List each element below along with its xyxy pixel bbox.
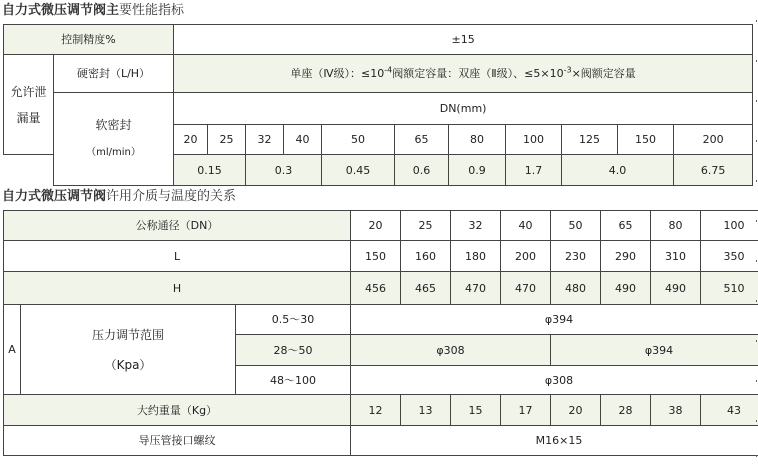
control-accuracy-label: 控制精度% [4,25,174,55]
h-cell: 470 [451,272,501,305]
l-cell: 160 [401,241,451,272]
soft-seal-label-line1: 软密封 [95,118,132,132]
weight-cell: 43 [701,395,758,426]
soft-seal-label-line2: （ml/min） [86,147,141,158]
weight-cell: 20 [551,395,601,426]
dn-cell: 125 [562,125,618,155]
section2-title-bold: 自力式微压调节阀 [2,189,107,204]
leak-cell: 0.15 [174,155,246,186]
section1-title-bold: 自力式微压调节阀主 [2,3,120,18]
hard-seal-text-1: 单座（Ⅳ级）：≤10 [290,67,385,80]
allowed-leakage-label-line2: 漏量 [16,110,41,125]
thread-value: M16×15 [351,426,758,456]
allowed-leakage-label-line1: 允许泄 [10,84,47,99]
h-cell: 480 [551,272,601,305]
dn-cell: 80 [449,125,506,155]
leak-cell: 0.9 [449,155,506,186]
range-3-label: 48～100 [236,366,351,395]
h-cell: 456 [351,272,401,305]
section2-title-rest: 许用介质与温度的关系 [106,189,237,204]
weight-cell: 17 [501,395,551,426]
dn-header: DN(mm) [174,93,753,125]
leak-cell: 4.0 [562,155,674,186]
dn-cell: 20 [174,125,208,155]
hard-seal-text-2: 阀额定容量：双座（Ⅱ级）、≤5×10 [392,67,564,80]
range-2-label: 28～50 [236,335,351,366]
dn-cell: 25 [208,125,246,155]
h-label: H [4,272,351,305]
dn-label: 公称通径（DN） [4,211,351,241]
leak-cell: 6.75 [674,155,753,186]
l-cell: 200 [501,241,551,272]
dn-cell: 80 [651,211,701,241]
leak-cell: 0.45 [322,155,395,186]
l-cell: 150 [351,241,401,272]
weight-cell: 38 [651,395,701,426]
hard-seal-text-3: ×阀额定容量 [571,67,636,80]
leak-cell: 0.6 [395,155,449,186]
dn-cell: 32 [451,211,501,241]
allowed-leakage-label [4,55,54,155]
dn-cell: 65 [601,211,651,241]
h-cell: 465 [401,272,451,305]
performance-table [3,24,753,186]
dn-cell: 25 [401,211,451,241]
dn-cell: 100 [506,125,562,155]
section2-title [2,189,236,205]
hard-seal-exp-2: -3 [563,65,572,75]
leak-left-spacer [4,155,54,186]
dn-cell: 50 [322,125,395,155]
weight-cell: 13 [401,395,451,426]
medium-temperature-table [3,210,758,456]
l-cell: 230 [551,241,601,272]
control-accuracy-value: ±15 [174,25,753,55]
h-cell: 490 [651,272,701,305]
l-cell: 290 [601,241,651,272]
hard-seal-value [174,55,753,93]
dn-cell: 40 [501,211,551,241]
section1-title-rest: 要性能指标 [119,3,185,18]
range-1-value: φ394 [351,305,758,335]
dn-cell: 40 [284,125,322,155]
dn-cell: 150 [618,125,674,155]
a-label: A [4,305,21,395]
soft-seal-label [54,93,174,186]
weight-cell: 28 [601,395,651,426]
range-2-value-b: φ394 [551,335,758,366]
dn-cell: 100 [701,211,758,241]
range-1-label: 0.5～30 [236,305,351,335]
range-2-value-a: φ308 [351,335,551,366]
hard-seal-label: 硬密封（L/H） [54,55,174,93]
dn-cell: 50 [551,211,601,241]
dn-cell: 32 [246,125,284,155]
hard-seal-exp-1: -4 [384,65,393,75]
pressure-range-label-line2: （Kpa） [104,357,152,372]
leak-cell: 0.3 [246,155,322,186]
pressure-range-label-line1: 压力调节范围 [91,327,164,342]
l-cell: 180 [451,241,501,272]
pressure-range-label [21,305,236,395]
l-cell: 350 [701,241,758,272]
thread-label: 导压管接口螺纹 [4,426,351,456]
weight-cell: 15 [451,395,501,426]
section1-title [2,3,184,19]
h-cell: 490 [601,272,651,305]
weight-cell: 12 [351,395,401,426]
leak-cell: 1.7 [506,155,562,186]
l-cell: 310 [651,241,701,272]
l-label: L [4,241,351,272]
weight-label: 大约重量（Kg） [4,395,351,426]
h-cell: 470 [501,272,551,305]
dn-cell: 65 [395,125,449,155]
dn-cell: 200 [674,125,753,155]
dn-cell: 20 [351,211,401,241]
range-3-value: φ308 [351,366,758,395]
h-cell: 510 [701,272,758,305]
